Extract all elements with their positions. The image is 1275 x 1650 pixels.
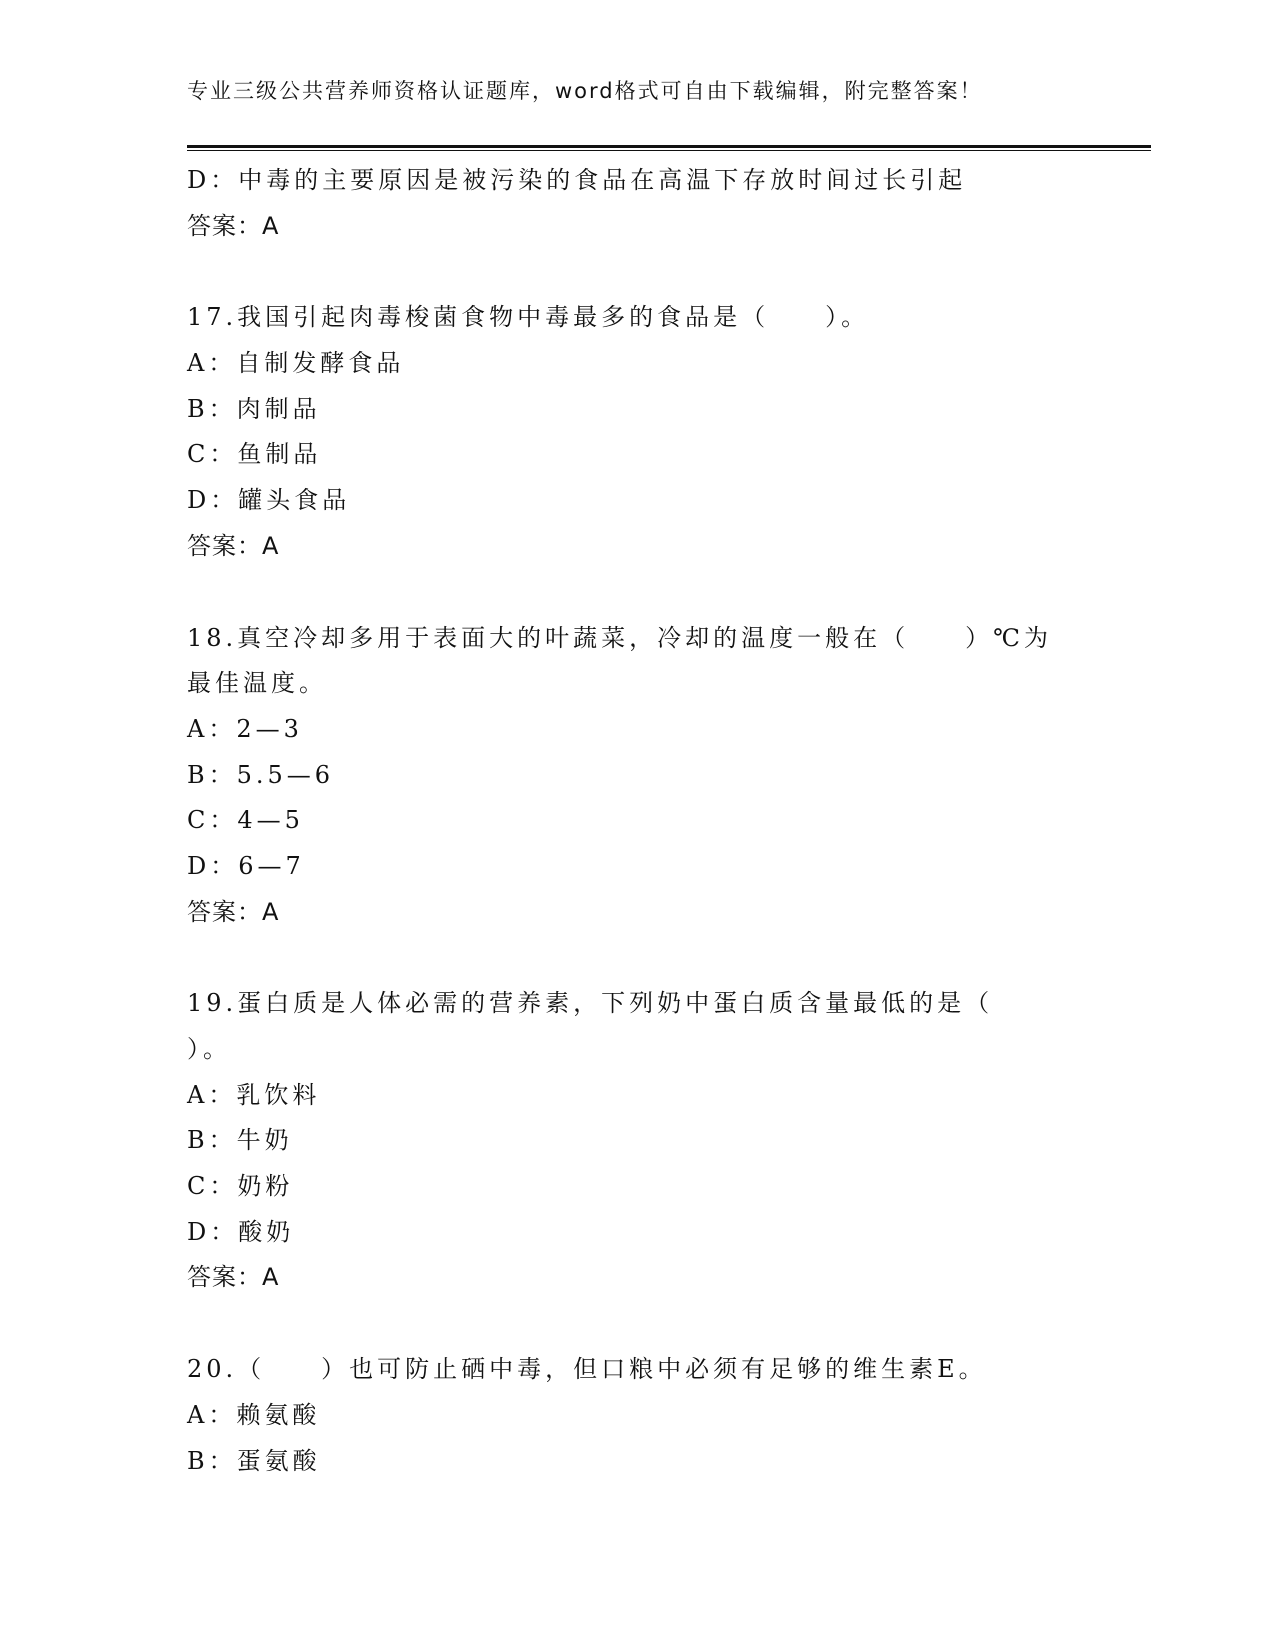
- option-b: B：牛奶: [187, 1126, 293, 1155]
- question-19-stem-cont: ）。: [187, 1035, 231, 1063]
- option-a: A：2—3: [187, 714, 303, 743]
- option-d: D：罐头食品: [187, 486, 351, 515]
- answer: 答案：A: [187, 211, 280, 240]
- question-19-stem: 19.蛋白质是人体必需的营养素，下列奶中蛋白质含量最低的是（: [187, 989, 994, 1018]
- option-a: A：乳饮料: [187, 1080, 321, 1109]
- question-18-stem-cont: 最佳温度。: [187, 669, 327, 698]
- spacer: [187, 570, 1087, 616]
- header-divider: [187, 145, 1151, 151]
- option-b: B：蛋氨酸: [187, 1446, 321, 1475]
- option-c: C：鱼制品: [187, 440, 322, 469]
- spacer: [187, 935, 1087, 981]
- option-d: D：中毒的主要原因是被污染的食品在高温下存放时间过长引起: [187, 166, 967, 194]
- answer: 答案：A: [187, 897, 280, 926]
- option-c: C：4—5: [187, 806, 304, 835]
- page-header: 专业三级公共营养师资格认证题库，word格式可自由下载编辑，附完整答案！: [187, 79, 983, 103]
- answer: 答案：A: [187, 531, 280, 560]
- question-18-stem: 18.真空冷却多用于表面大的叶蔬菜，冷却的温度一般在（ ）℃为: [187, 623, 1053, 652]
- option-d: D：6—7: [187, 851, 305, 880]
- option-b: B：5.5—6: [187, 760, 335, 789]
- answer: 答案：A: [187, 1263, 280, 1292]
- option-c: C：奶粉: [187, 1172, 294, 1201]
- question-17-stem: 17.我国引起肉毒梭菌食物中毒最多的食品是（ ）。: [187, 303, 870, 332]
- option-a: A：自制发酵食品: [187, 349, 405, 378]
- spacer: [187, 249, 1087, 295]
- spacer: [187, 1301, 1087, 1347]
- option-b: B：肉制品: [187, 394, 321, 423]
- question-list: [187, 158, 1087, 1484]
- question-20-stem: 20.（ ）也可防止硒中毒，但口粮中必须有足够的维生素E。: [187, 1355, 987, 1384]
- option-d: D：酸奶: [187, 1217, 295, 1246]
- option-a: A：赖氨酸: [187, 1400, 321, 1429]
